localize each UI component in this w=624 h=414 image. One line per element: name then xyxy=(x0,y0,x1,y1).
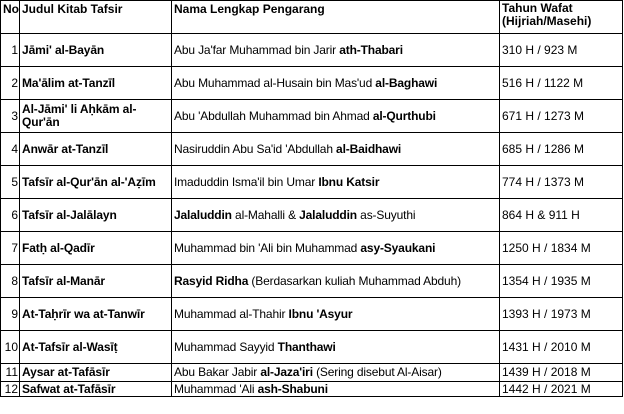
cell-title: Tafsīr al-Qur'ān al-'Aẓīm xyxy=(20,166,172,199)
cell-year: 774 H / 1373 M xyxy=(500,166,623,199)
cell-title: Tafsīr al-Manār xyxy=(20,265,172,298)
cell-no: 6 xyxy=(1,199,20,232)
author-name-part: Abu 'Abdullah Muhammad bin Ahmad xyxy=(174,108,373,123)
cell-year: 1442 H / 2021 M xyxy=(500,382,623,397)
author-name-part: Muhammad al-Thahir xyxy=(174,306,289,321)
cell-title: Ma'ālim at-Tanzīl xyxy=(20,67,172,100)
cell-title: Anwār at-Tanzīl xyxy=(20,133,172,166)
cell-year: 1439 H / 2018 M xyxy=(500,364,623,382)
table-row xyxy=(1,166,623,199)
author-name-emphasis: Ibnu Katsir xyxy=(318,174,380,189)
table-row xyxy=(1,199,623,232)
author-name-emphasis: al-Baidhawi xyxy=(336,141,402,156)
author-name-part: Muhammad bin 'Ali bin Muhammad xyxy=(174,240,361,255)
cell-no: 2 xyxy=(1,67,20,100)
author-name-emphasis: Thanthawi xyxy=(277,339,336,354)
author-name-part: Muhammad Sayyid xyxy=(174,339,278,354)
author-name-part: Muhammad 'Ali xyxy=(174,381,258,396)
cell-no: 9 xyxy=(1,298,20,331)
author-name-emphasis: Rasyid Ridha xyxy=(174,273,249,288)
author-name-part: as-Suyuthi xyxy=(356,207,416,222)
cell-no: 11 xyxy=(1,364,20,382)
author-name-part: Nasiruddin Abu Sa'id 'Abdullah xyxy=(174,141,337,156)
author-name-emphasis: al-Qurthubi xyxy=(372,108,436,123)
cell-year: 1431 H / 2010 M xyxy=(500,331,623,364)
author-name-emphasis: asy-Syaukani xyxy=(360,240,436,255)
author-name-part: Abu Muhammad al-Husain bin Mas'ud xyxy=(174,75,376,90)
cell-no: 10 xyxy=(1,331,20,364)
cell-author xyxy=(172,298,500,331)
cell-title: Fatḥ al-Qadīr xyxy=(20,232,172,265)
cell-year: 864 H & 911 H xyxy=(500,199,623,232)
cell-title: Al-Jāmi' li Aḥkām al-Qur'ān xyxy=(20,100,172,133)
cell-author xyxy=(172,265,500,298)
table-row xyxy=(1,34,623,67)
cell-title: Jāmi' al-Bayān xyxy=(20,34,172,67)
author-name-part: al-Mahalli & xyxy=(231,207,300,222)
table-row xyxy=(1,67,623,100)
cell-author xyxy=(172,199,500,232)
cell-no: 12 xyxy=(1,382,20,397)
author-name-emphasis: Ibnu 'Asyur xyxy=(288,306,353,321)
header-no: No xyxy=(1,1,20,34)
header-year: Tahun Wafat (Hijriah/Masehi) xyxy=(500,1,623,34)
author-name-part: Imaduddin Isma'il bin Umar xyxy=(174,174,319,189)
cell-year: 1250 H / 1834 M xyxy=(500,232,623,265)
cell-author xyxy=(172,67,500,100)
author-name-part: (Berdasarkan kuliah Muhammad Abduh) xyxy=(248,273,461,288)
cell-author xyxy=(172,331,500,364)
cell-no: 1 xyxy=(1,34,20,67)
table-row xyxy=(1,331,623,364)
cell-title: Aysar at-Tafāsīr xyxy=(20,364,172,382)
author-name-emphasis: al-Jaza'iri xyxy=(260,365,313,379)
table-row xyxy=(1,265,623,298)
table-body xyxy=(1,34,623,397)
author-name-part: Abu Bakar Jabir xyxy=(174,365,261,379)
table-row xyxy=(1,298,623,331)
table-row xyxy=(1,382,623,397)
header-author: Nama Lengkap Pengarang xyxy=(172,1,500,34)
table-row xyxy=(1,100,623,133)
table-header-row xyxy=(1,1,623,34)
cell-year: 671 H / 1273 M xyxy=(500,100,623,133)
cell-title: Safwat at-Tafāsīr xyxy=(20,382,172,397)
cell-author xyxy=(172,364,500,382)
header-title: Judul Kitab Tafsir xyxy=(20,1,172,34)
cell-author xyxy=(172,34,500,67)
author-name-part: Abu Ja'far Muhammad bin Jarir xyxy=(174,42,340,57)
table-row xyxy=(1,364,623,382)
cell-author xyxy=(172,166,500,199)
cell-author xyxy=(172,133,500,166)
cell-no: 8 xyxy=(1,265,20,298)
cell-title: Tafsīr al-Jalālayn xyxy=(20,199,172,232)
cell-year: 685 H / 1286 M xyxy=(500,133,623,166)
table-row xyxy=(1,133,623,166)
cell-author xyxy=(172,232,500,265)
author-name-emphasis: Jalaluddin xyxy=(299,207,357,222)
cell-author xyxy=(172,100,500,133)
cell-year: 310 H / 923 M xyxy=(500,34,623,67)
cell-no: 4 xyxy=(1,133,20,166)
cell-no: 5 xyxy=(1,166,20,199)
author-name-emphasis: ath-Thabari xyxy=(339,42,403,57)
cell-year: 1393 H / 1973 M xyxy=(500,298,623,331)
cell-author xyxy=(172,382,500,397)
cell-no: 7 xyxy=(1,232,20,265)
author-name-part: (Sering disebut Al-Aisar) xyxy=(312,365,442,379)
cell-title: At-Taḥrīr wa at-Tanwīr xyxy=(20,298,172,331)
cell-year: 516 H / 1122 M xyxy=(500,67,623,100)
cell-year: 1354 H / 1935 M xyxy=(500,265,623,298)
author-name-emphasis: Jalaluddin xyxy=(174,207,232,222)
cell-no: 3 xyxy=(1,100,20,133)
cell-title: At-Tafsīr al-Wasīṭ xyxy=(20,331,172,364)
table-row xyxy=(1,232,623,265)
author-name-emphasis: al-Baghawi xyxy=(375,75,438,90)
author-name-emphasis: ash-Shabuni xyxy=(257,381,328,396)
